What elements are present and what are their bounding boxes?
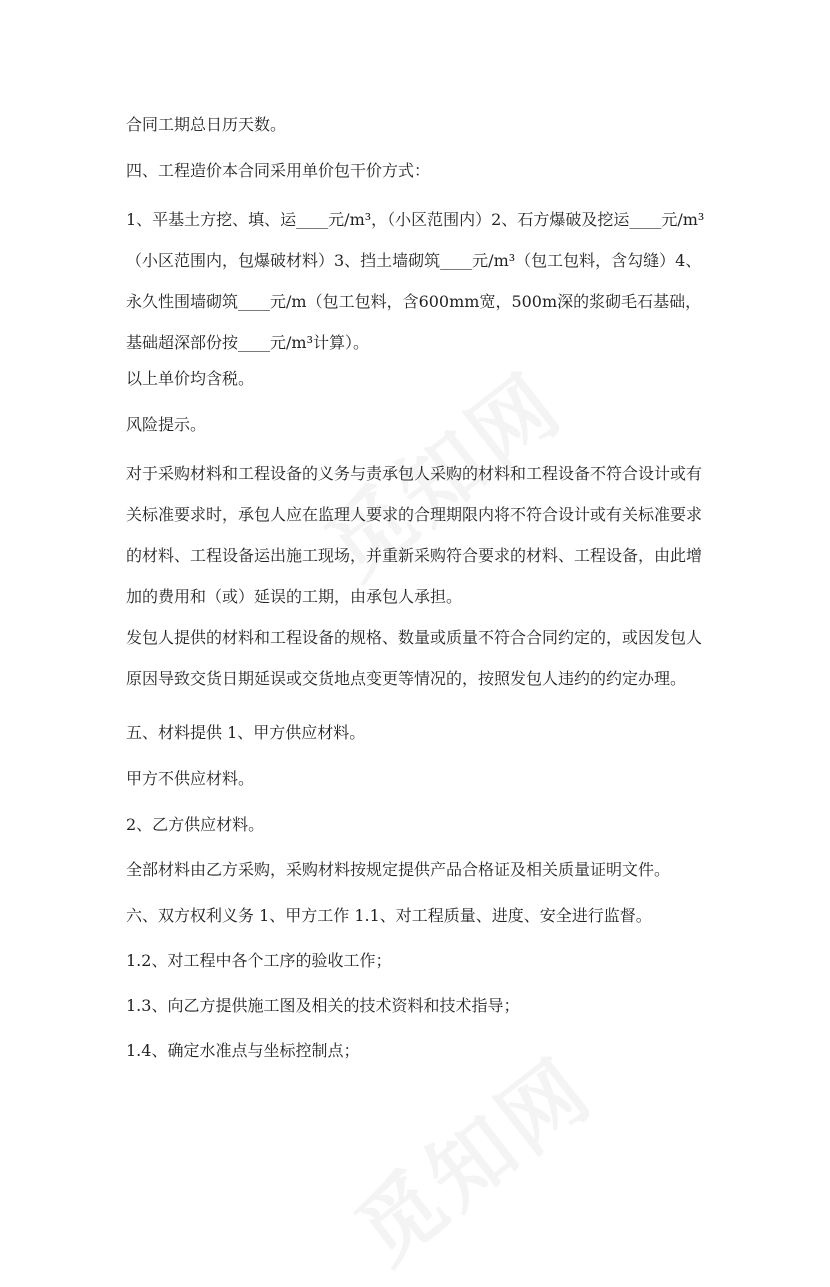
risk-paragraph-1: 对于采购材料和工程设备的义务与责承包人采购的材料和工程设备不符合设计或有关标准要求时，承包人应在监理人要求的合理期限内将不符合设计或有关标准要求的材料、工程设备运出施工现场，并重新采购符合要求的材料、工程设备，由此增加的费用和（或）延误的工期，由承包人承担。 [126, 464, 703, 606]
section-4-title: 四、工程造价本合同采用单价包干价方式： [126, 161, 431, 180]
tax-note: 以上单价均含税。 [126, 369, 255, 388]
risk-paragraph-2: 发包人提供的材料和工程设备的规格、数量或质量不符合合同约定的，或因发包人原因导致交货日期延误或交货地点变更等情况的，按照发包人违约的约定办理。 [126, 628, 703, 688]
section-5-item-2: 2、乙方供应材料。 [126, 815, 265, 834]
risk-title: 风险提示。 [126, 415, 207, 434]
section-6-item-1-4: 1.4、确定水准点与坐标控制点； [126, 1041, 360, 1060]
section-6-item-1-3: 1.3、向乙方提供施工图及相关的技术资料和技术指导； [126, 996, 520, 1015]
section-5-item-2-detail: 全部材料由乙方采购，采购材料按规定提供产品合格证及相关质量证明文件。 [126, 860, 671, 879]
section-4-prices: 1、平基土方挖、填、运____元/m³，（小区范围内）2、石方爆破及挖运____元/m³（小区范围内，包爆破材料）3、挡土墙砌筑____元/m³（包工包料，含勾缝）4、永久性围墙砌筑____元/m（包工包料，含600mm宽，500m深的浆砌毛石基础，基础超深部份按____元/m³计算）。 [126, 210, 705, 352]
section-5-item-1: 甲方不供应材料。 [126, 769, 255, 788]
watermark-lower [327, 994, 653, 1286]
section-6-title: 六、双方权利义务 1、甲方工作 1.1、对工程质量、进度、安全进行监督。 [126, 906, 652, 925]
paragraph-contract-period: 合同工期总日历天数。 [126, 115, 287, 134]
section-6-item-1-2: 1.2、对工程中各个工序的验收工作； [126, 951, 392, 970]
section-5-title: 五、材料提供 1、甲方供应材料。 [126, 723, 366, 742]
